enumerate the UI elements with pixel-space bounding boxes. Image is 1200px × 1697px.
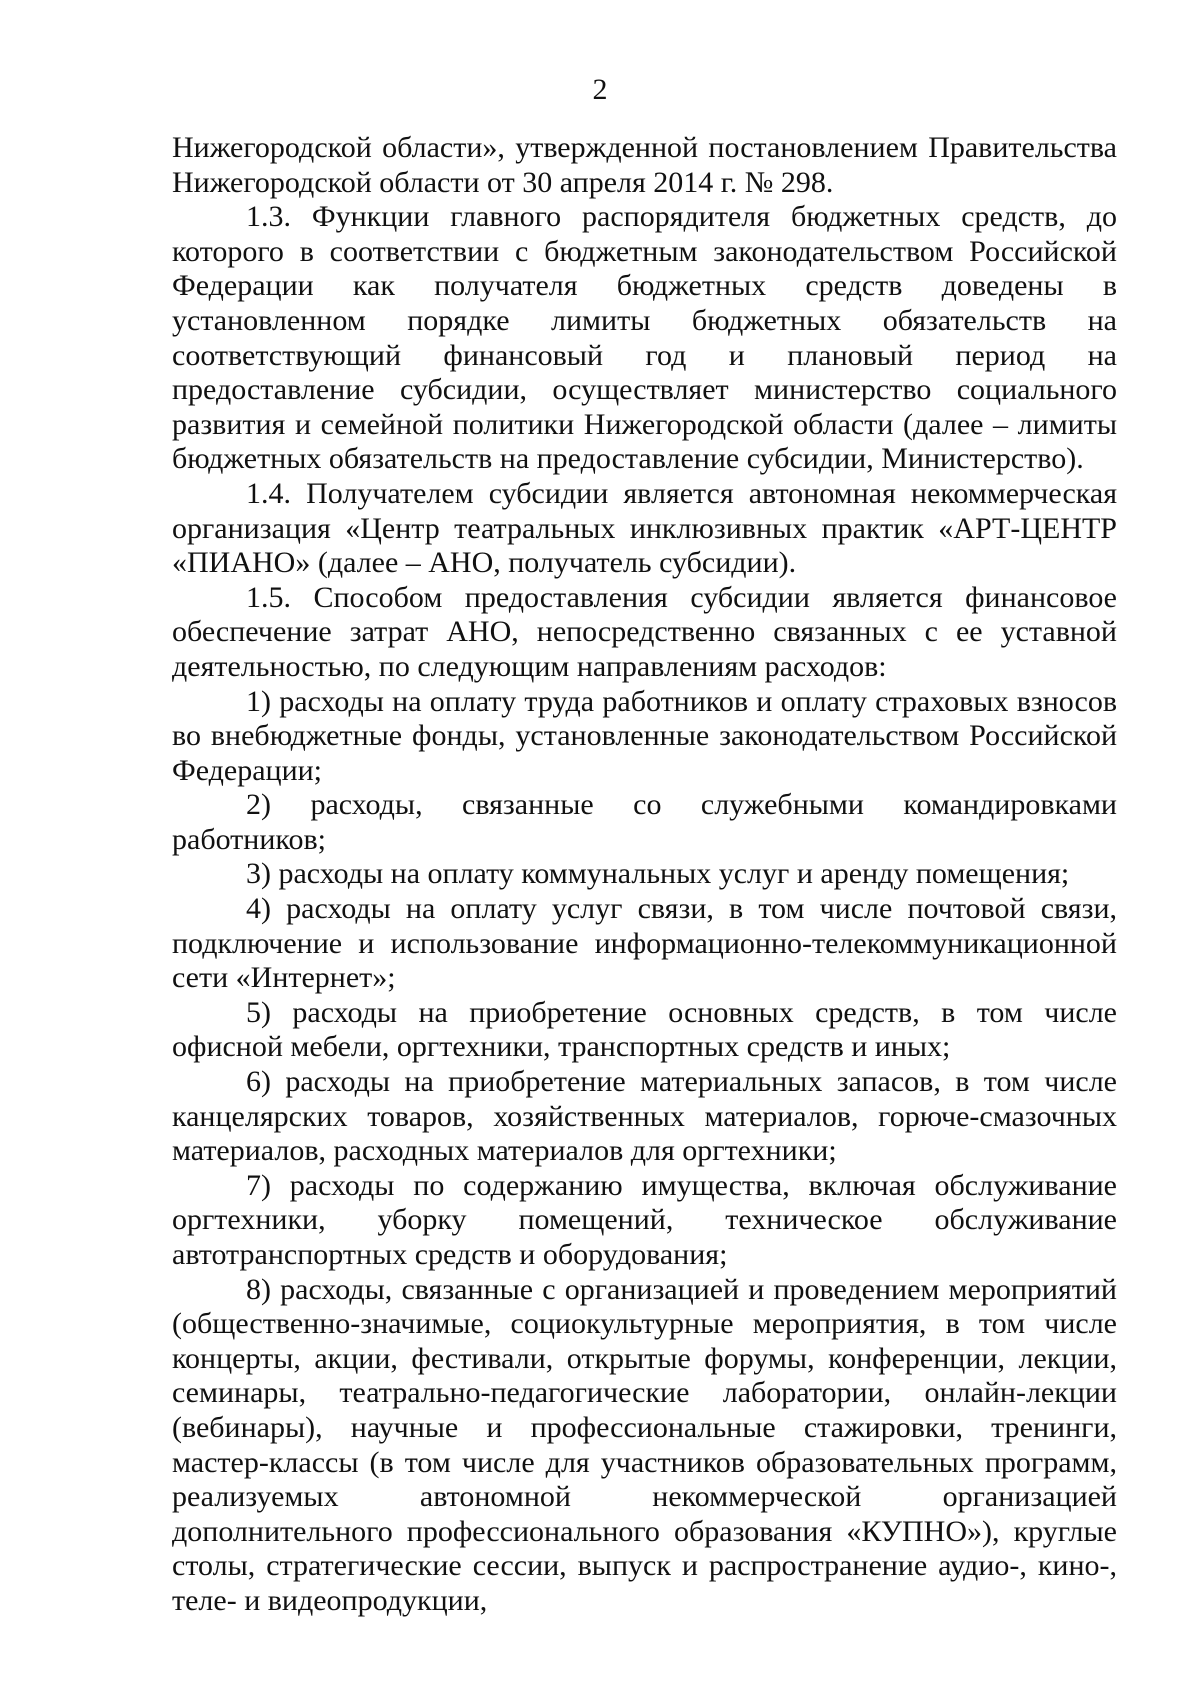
list-item-1: 1) расходы на оплату труда работников и оплату страховых взносов во внебюджетные фонды, установленные законодательством Российской Федерации;: [172, 684, 1117, 787]
list-item-7: 7) расходы по содержанию имущества, включая обслуживание оргтехники, уборку помещений, техническое обслуживание автотранспортных средств и оборудования;: [172, 1168, 1117, 1271]
list-item-8: 8) расходы, связанные с организацией и проведением мероприятий (общественно-значимые, социокультурные мероприятия, в том числе концерты, акции, фестивали, открытые форумы, конференции, лекции, семинары, театрально-педагогические лаборатории, онлайн-лекции (вебинары), научные и профессиональные стажировки, тренинги, мастер-классы (в том числе для участников образовательных программ, реализуемых автономной некоммерческой организацией дополнительного профессионального образования «КУПНО»), круглые столы, стратегические сессии, выпуск и распространение аудио-, кино-, теле- и видеопродукции,: [172, 1272, 1117, 1617]
paragraph-1-4: 1.4. Получателем субсидии является автономная некоммерческая организация «Центр театральных инклюзивных практик «АРТ-ЦЕНТР «ПИАНО» (далее – АНО, получатель субсидии).: [172, 476, 1117, 580]
list-item-6: 6) расходы на приобретение материальных запасов, в том числе канцелярских товаров, хозяйственных материалов, горюче-смазочных материалов, расходных материалов для оргтехники;: [172, 1065, 1117, 1168]
list-item-5: 5) расходы на приобретение основных средств, в том числе офисной мебели, оргтехники, транспортных средств и иных;: [172, 995, 1117, 1064]
paragraph-1-5: 1.5. Способом предоставления субсидии является финансовое обеспечение затрат АНО, непосредственно связанных с ее уставной деятельностью, по следующим направлениям расходов:: [172, 580, 1117, 683]
list-item-4: 4) расходы на оплату услуг связи, в том числе почтовой связи, подключение и использование информационно-телекоммуникационной сети «Интернет»;: [172, 892, 1117, 995]
page-number: 2: [592, 73, 608, 106]
paragraph-continuation: Нижегородской области», утвержденной постановлением Правительства Нижегородской области от 30 апреля 2014 г. № 298.: [172, 131, 1117, 199]
list-item-3: 3) расходы на оплату коммунальных услуг и аренду помещения;: [246, 857, 1070, 891]
paragraph-1-3: 1.3. Функции главного распорядителя бюджетных средств, до которого в соответствии с бюджетным законодательством Российской Федерации как получателя бюджетных средств доведены в установленном порядке лимиты бюджетных обязательств на соответствующий финансовый год и плановый период на предоставление субсидии, осуществляет министерство социального развития и семейной политики Нижегородской области (далее – лимиты бюджетных обязательств на предоставление субсидии, Министерство).: [172, 200, 1117, 476]
document-body: [172, 131, 1117, 1619]
list-item-2: 2) расходы, связанные со служебными командировками работников;: [172, 788, 1117, 856]
